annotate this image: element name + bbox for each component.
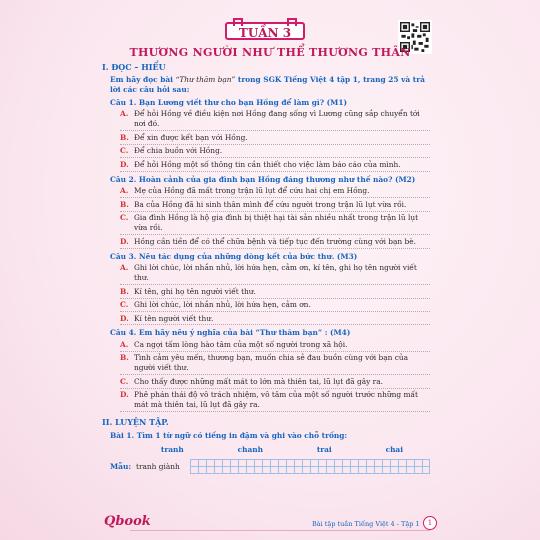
option-letter: D.: [120, 390, 129, 400]
option-text: Phê phán thái độ vô trách nhiệm, vô tâm của một số người trước những mất mát mà thiên tai, lũ lụt đã gây ra.: [134, 390, 418, 410]
answer-option[interactable]: [120, 352, 430, 375]
practice-heading: II. LUYỆN TẬP.: [102, 417, 169, 428]
option-text: Kí tên, ghi họ tên người viết thư.: [134, 286, 256, 296]
sample-value: tranh giành: [136, 461, 180, 471]
option-letter: D.: [120, 159, 129, 169]
option-letter: C.: [120, 300, 129, 310]
option-letter: A.: [120, 263, 129, 273]
publisher-logo: Qbook: [104, 514, 151, 529]
word-item: chai: [385, 445, 404, 455]
option-text: Hồng cần tiền để có thể chữa bệnh và tiếp tục đến trường cùng với bạn bè.: [134, 236, 416, 246]
word-item: tranh: [160, 445, 184, 455]
option-letter: D.: [120, 313, 129, 323]
option-text: Ghi lời chúc, lời nhắn nhủ, lời hứa hẹn, cảm ơn.: [134, 300, 311, 310]
footer-divider: [130, 530, 430, 531]
reading-instructions: [110, 75, 430, 95]
option-text: Ghi lời chúc, lời nhắn nhủ, lời hứa hẹn, cảm ơn, kí tên, ghi họ tên người viết thư.: [134, 263, 417, 283]
question-4: Câu 4. Em hãy nêu ý nghĩa của bài “Thư thăm bạn” : (M4): [110, 328, 351, 338]
option-text: Ca ngợi tấm lòng hào tâm của một số người trong xã hội.: [134, 339, 348, 349]
option-text: Ba của Hồng đã hi sinh thân mình để cứu người trong trận lũ lụt vừa rồi.: [134, 199, 407, 209]
writing-grid[interactable]: [190, 459, 430, 474]
option-letter: B.: [120, 132, 129, 142]
exercise-prompt: Bài 1. Tìm 1 từ ngữ có tiếng in đậm và ghi vào chỗ trống:: [110, 431, 348, 441]
answer-option[interactable]: [120, 212, 430, 235]
option-letter: B.: [120, 199, 129, 209]
option-text: Để hỏi Hồng một số thông tin cần thiết cho việc làm báo cáo của mình.: [134, 159, 401, 169]
option-letter: A.: [120, 109, 129, 119]
answer-option[interactable]: [120, 338, 430, 351]
intro-prefix: Em hãy đọc bài: [110, 74, 176, 84]
answer-option[interactable]: [120, 389, 430, 412]
answer-option[interactable]: [120, 198, 430, 211]
week-badge: TUẦN 3: [225, 22, 305, 40]
option-letter: B.: [120, 353, 129, 363]
word-item: trai: [316, 445, 332, 455]
question-2: Câu 2. Hoàn cảnh của gia đình bạn Hồng đáng thương như thế nào? (M2): [110, 174, 416, 184]
option-text: Để chia buồn với Hồng.: [134, 146, 223, 156]
option-letter: A.: [120, 339, 129, 349]
answer-option[interactable]: [120, 285, 430, 298]
answer-option[interactable]: [120, 185, 430, 198]
question-3: Câu 3. Nêu tác dụng của những dòng kết của bức thư. (M3): [110, 251, 358, 261]
option-letter: C.: [120, 376, 129, 386]
option-text: Tình cảm yêu mến, thương bạn, muốn chia sẻ đau buồn cùng với bạn của người viết thư.: [134, 353, 409, 373]
worksheet-content: [102, 62, 430, 474]
answer-option[interactable]: [120, 299, 430, 312]
page-number: 1: [423, 516, 437, 530]
option-text: Để hỏi Hồng về điều kiện nơi Hồng đang sống vì Lương cũng sắp chuyển tới nơi đó.: [134, 109, 420, 129]
answer-option[interactable]: [120, 235, 430, 248]
intro-suffix: trong SGK Tiếng Việt 4 tập 1, trang 25 và trả lời các câu hỏi sau:: [110, 74, 425, 94]
answer-option[interactable]: [120, 158, 430, 171]
word-item: chanh: [237, 445, 263, 455]
reading-heading: I. ĐỌC – HIỂU: [102, 62, 166, 72]
footer-book-title: Bài tập tuần Tiếng Việt 4 - Tập 1: [312, 520, 420, 528]
option-text: Gia đình Hồng là hộ gia đình bị thiệt hại tài sản nhiều nhất trong trận lũ lụt vừa rồi.: [134, 213, 419, 233]
question-list: [110, 98, 430, 413]
option-text: Để xin được kết bạn với Hồng.: [134, 132, 248, 142]
option-letter: A.: [120, 186, 129, 196]
answer-option[interactable]: [120, 375, 430, 388]
word-list: [110, 445, 430, 455]
answer-option[interactable]: [120, 108, 430, 131]
question-1: Câu 1. Bạn Lương viết thư cho bạn Hồng để làm gì? (M1): [110, 97, 347, 107]
sample-row: [110, 459, 430, 474]
answer-option[interactable]: [120, 312, 430, 325]
option-text: Mẹ của Hồng đã mất trong trận lũ lụt để cứu hai chị em Hồng.: [134, 186, 370, 196]
option-letter: C.: [120, 213, 129, 223]
answer-option[interactable]: [120, 145, 430, 158]
lesson-title: THƯƠNG NGƯỜI NHƯ THỂ THƯƠNG THÂN: [129, 46, 411, 59]
option-letter: C.: [120, 146, 129, 156]
intro-book-title: “Thư thăm bạn”: [175, 74, 236, 84]
answer-option[interactable]: [120, 262, 430, 285]
option-text: Kí tên người viết thư.: [134, 313, 214, 323]
option-text: Cho thấy được những mất mát to lớn mà thiên tai, lũ lụt đã gây ra.: [134, 376, 383, 386]
option-letter: D.: [120, 236, 129, 246]
answer-option[interactable]: [120, 131, 430, 144]
sample-label: Mẫu:: [110, 461, 132, 471]
option-letter: B.: [120, 286, 129, 296]
